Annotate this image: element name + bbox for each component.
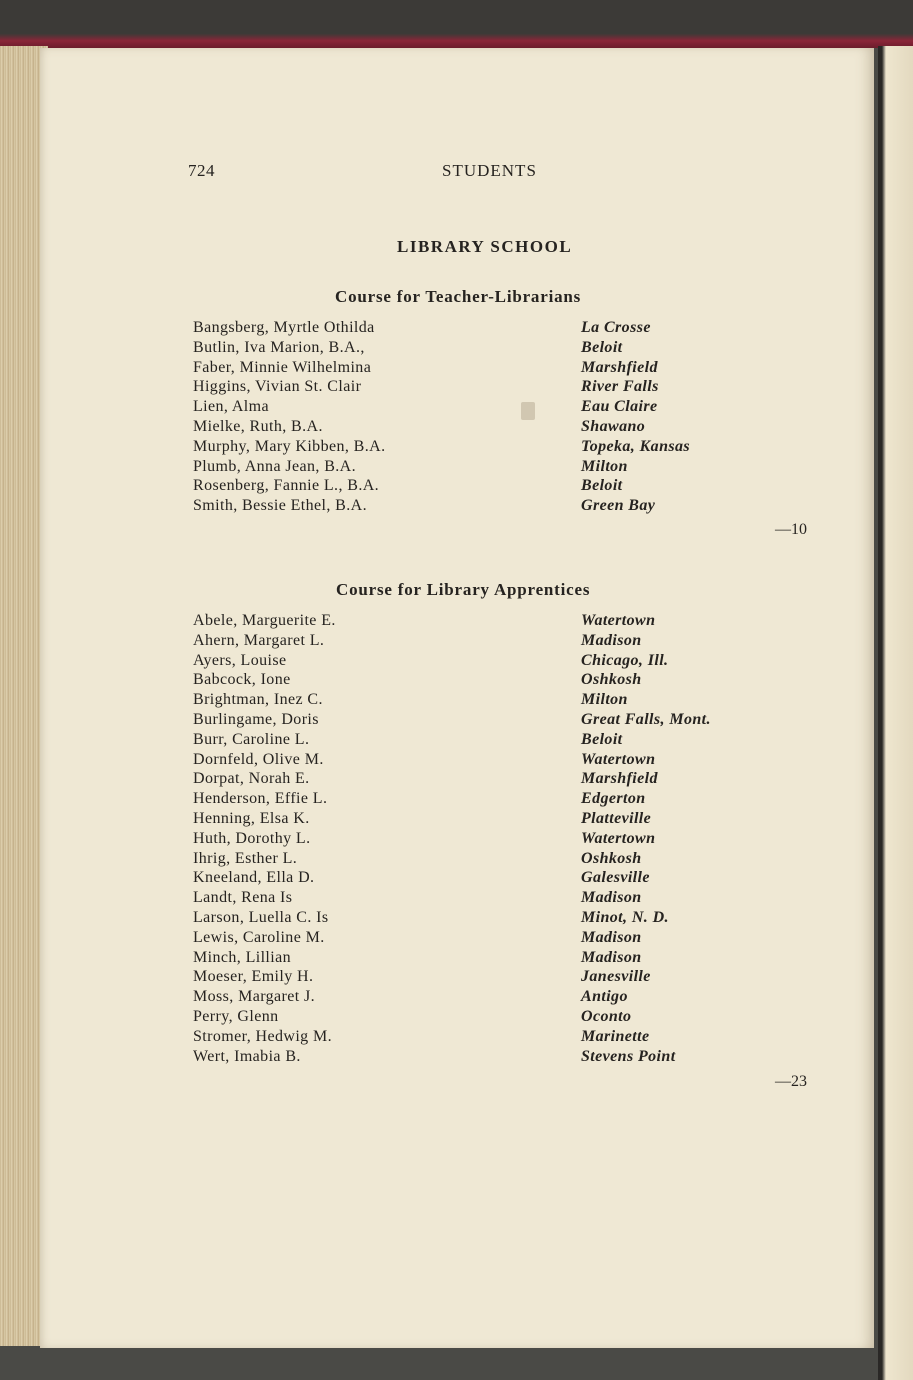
student-name: Kneeland, Ella D. <box>193 869 315 887</box>
student-row <box>193 909 793 929</box>
student-name: Burr, Caroline L. <box>193 730 310 748</box>
student-row <box>193 1028 793 1048</box>
teacher-librarians-total: —10 <box>775 521 807 538</box>
section-title: LIBRARY SCHOOL <box>397 237 573 256</box>
student-row <box>193 359 793 379</box>
student-name: Wert, Imabia B. <box>193 1047 301 1065</box>
student-hometown: Eau Claire <box>581 398 658 416</box>
student-name: Huth, Dorothy L. <box>193 829 311 847</box>
student-name: Stromer, Hedwig M. <box>193 1027 332 1045</box>
student-name: Lien, Alma <box>193 398 269 416</box>
student-row <box>193 418 793 438</box>
student-name: Moss, Margaret J. <box>193 988 316 1006</box>
student-row <box>193 790 793 810</box>
student-row <box>193 632 793 652</box>
student-name: Mielke, Ruth, B.A. <box>193 417 323 435</box>
student-hometown: Madison <box>581 889 642 907</box>
student-name: Plumb, Anna Jean, B.A. <box>193 457 357 475</box>
student-name: Lewis, Caroline M. <box>193 928 325 946</box>
student-row <box>193 438 793 458</box>
student-name: Smith, Bessie Ethel, B.A. <box>193 497 367 515</box>
student-hometown: Beloit <box>581 477 623 495</box>
student-hometown: Madison <box>581 631 642 649</box>
student-row <box>193 889 793 909</box>
student-hometown: Antigo <box>581 988 628 1006</box>
student-name: Larson, Luella C. Is <box>193 908 329 926</box>
student-row <box>193 968 793 988</box>
student-hometown: Beloit <box>581 338 623 356</box>
student-name: Babcock, Ione <box>193 671 291 689</box>
student-row <box>193 652 793 672</box>
student-hometown: Marshfield <box>581 358 658 376</box>
library-apprentices-total: —23 <box>775 1073 807 1090</box>
teacher-librarians-list <box>193 319 793 517</box>
student-hometown: Chicago, Ill. <box>581 651 669 669</box>
student-hometown: Topeka, Kansas <box>581 437 691 455</box>
student-name: Faber, Minnie Wilhelmina <box>193 358 372 376</box>
student-name: Landt, Rena Is <box>193 889 293 907</box>
student-name: Ahern, Margaret L. <box>193 631 325 649</box>
student-name: Brightman, Inez C. <box>193 691 323 709</box>
student-name: Perry, Glenn <box>193 1007 279 1025</box>
student-row <box>193 477 793 497</box>
student-name: Dornfeld, Olive M. <box>193 750 324 768</box>
student-name: Ihrig, Esther L. <box>193 849 298 867</box>
student-name: Murphy, Mary Kibben, B.A. <box>193 437 386 455</box>
student-hometown: Stevens Point <box>581 1047 676 1065</box>
student-row <box>193 830 793 850</box>
student-name: Henderson, Effie L. <box>193 790 328 808</box>
library-apprentices-list <box>193 612 793 1067</box>
student-row <box>193 398 793 418</box>
student-name: Dorpat, Norah E. <box>193 770 310 788</box>
student-name: Minch, Lillian <box>193 948 292 966</box>
student-hometown: Edgerton <box>581 790 646 808</box>
student-name: Abele, Marguerite E. <box>193 612 336 629</box>
running-head: STUDENTS <box>442 161 537 180</box>
student-hometown: Oshkosh <box>581 849 642 867</box>
course-heading-teacher-librarians: Course for Teacher-Librarians <box>335 287 582 306</box>
student-row <box>193 850 793 870</box>
student-row <box>193 671 793 691</box>
student-name: Henning, Elsa K. <box>193 809 310 827</box>
student-row <box>193 988 793 1008</box>
student-row <box>193 458 793 478</box>
student-name: Rosenberg, Fannie L., B.A. <box>193 477 380 495</box>
student-name: Butlin, Iva Marion, B.A., <box>193 338 365 356</box>
student-row <box>193 1008 793 1028</box>
page-blemish <box>521 402 535 420</box>
student-hometown: La Crosse <box>581 319 651 336</box>
student-hometown: Madison <box>581 948 642 966</box>
student-name: Ayers, Louise <box>193 651 287 669</box>
student-row <box>193 319 793 339</box>
facing-page-edge <box>878 46 913 1380</box>
student-hometown: River Falls <box>581 378 659 396</box>
student-hometown: Milton <box>581 457 628 475</box>
student-row <box>193 731 793 751</box>
student-hometown: Janesville <box>581 968 651 986</box>
student-name: Higgins, Vivian St. Clair <box>193 378 362 396</box>
student-hometown: Galesville <box>581 869 650 887</box>
student-row <box>193 691 793 711</box>
course-heading-library-apprentices: Course for Library Apprentices <box>336 580 591 599</box>
student-hometown: Milton <box>581 691 628 709</box>
student-hometown: Green Bay <box>581 497 656 515</box>
student-row <box>193 711 793 731</box>
student-row <box>193 378 793 398</box>
student-name: Bangsberg, Myrtle Othilda <box>193 319 375 336</box>
student-hometown: Oshkosh <box>581 671 642 689</box>
page-number: 724 <box>188 161 215 180</box>
student-hometown: Madison <box>581 928 642 946</box>
student-row <box>193 339 793 359</box>
student-name: Moeser, Emily H. <box>193 968 314 986</box>
student-hometown: Oconto <box>581 1007 632 1025</box>
student-hometown: Shawano <box>581 417 646 435</box>
student-row <box>193 497 793 517</box>
student-hometown: Marshfield <box>581 770 658 788</box>
student-hometown: Platteville <box>581 809 652 827</box>
student-row <box>193 949 793 969</box>
student-hometown: Beloit <box>581 730 623 748</box>
student-row <box>193 810 793 830</box>
student-hometown: Minot, N. D. <box>581 908 669 926</box>
student-hometown: Watertown <box>581 612 656 629</box>
student-hometown: Watertown <box>581 829 656 847</box>
student-row <box>193 612 793 632</box>
student-row <box>193 869 793 889</box>
student-hometown: Great Falls, Mont. <box>581 710 711 728</box>
student-row <box>193 751 793 771</box>
student-row <box>193 929 793 949</box>
student-hometown: Watertown <box>581 750 656 768</box>
student-row <box>193 770 793 790</box>
student-name: Burlingame, Doris <box>193 710 319 728</box>
book-cover-edge <box>0 0 913 48</box>
student-hometown: Marinette <box>581 1027 650 1045</box>
student-row <box>193 1048 793 1068</box>
